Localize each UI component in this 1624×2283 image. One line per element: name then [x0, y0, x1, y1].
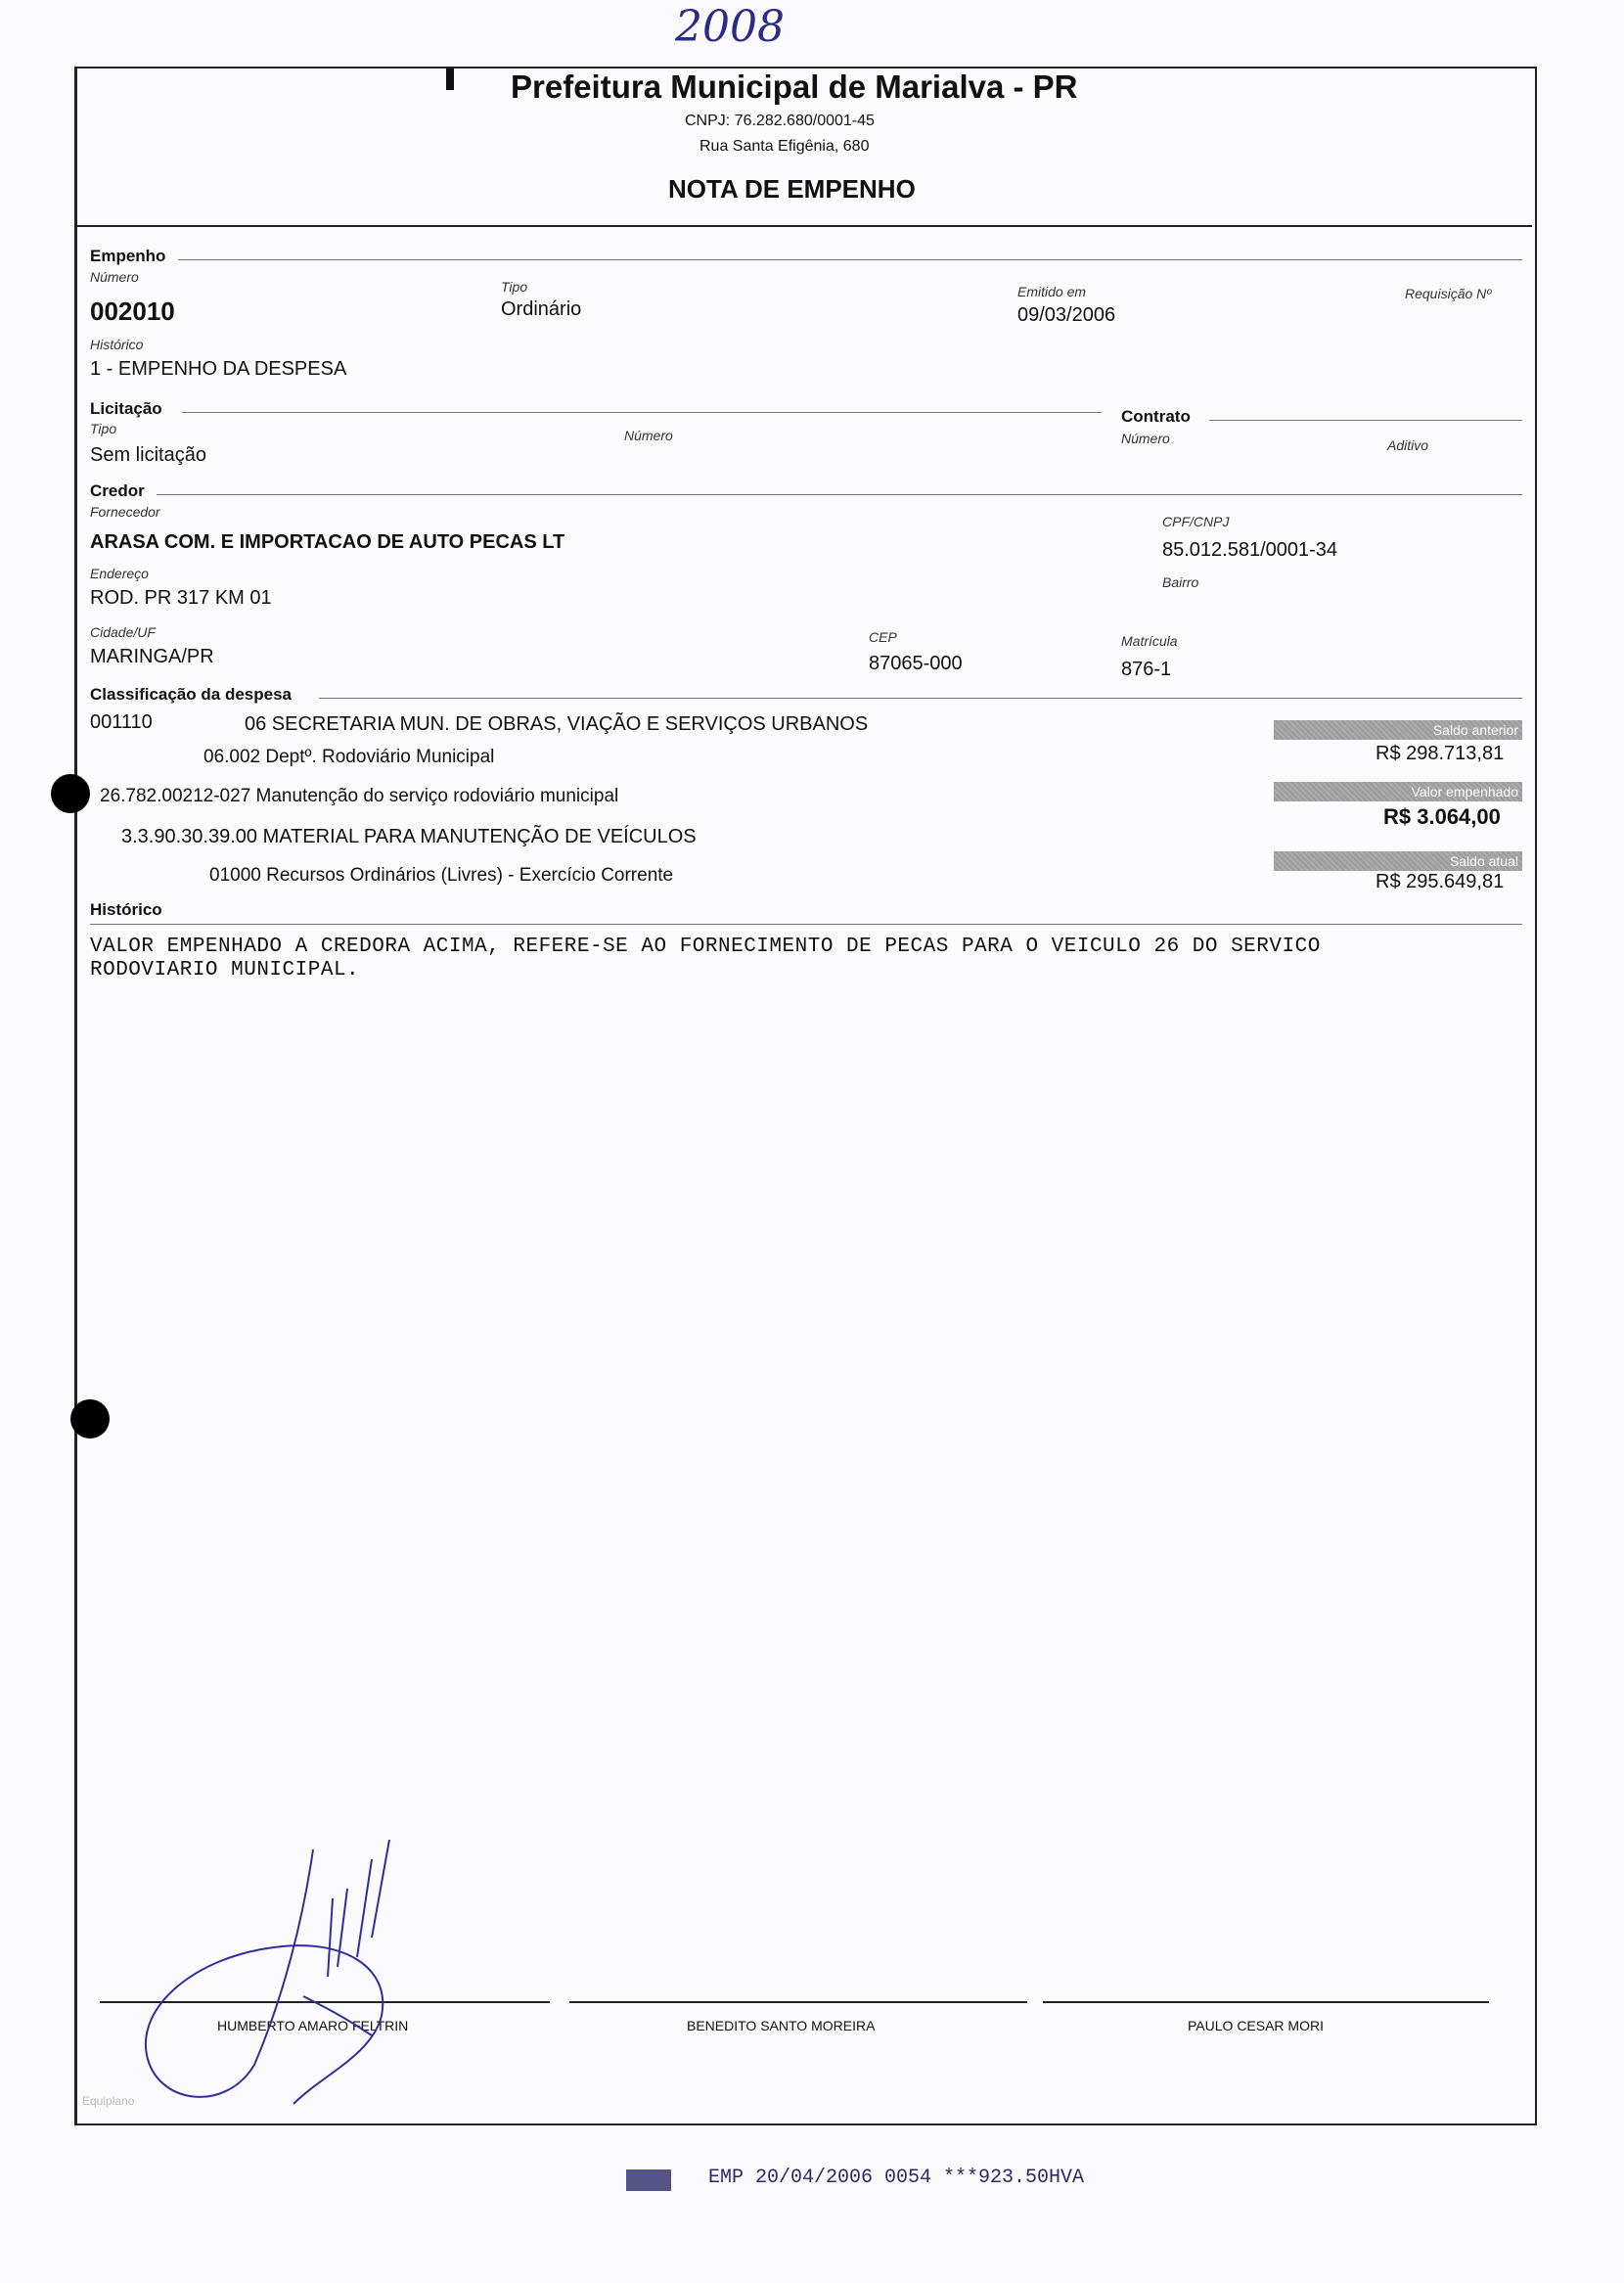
empenho-numero: 002010 — [90, 297, 175, 326]
empenho-historico: 1 - EMPENHO DA DESPESA — [90, 358, 347, 380]
saldo-atual-label: Saldo atual — [1274, 851, 1522, 871]
doc-title: NOTA DE EMPENHO — [668, 174, 916, 204]
matricula-label: Matrícula — [1121, 633, 1178, 649]
section-line — [90, 924, 1522, 925]
header-cnpj: CNPJ: 76.282.680/0001-45 — [685, 113, 875, 129]
signature-name-2: BENEDITO SANTO MOREIRA — [687, 2018, 876, 2033]
bairro-label: Bairro — [1162, 574, 1199, 590]
handwritten-year: 2008 — [675, 2, 785, 52]
classificacao-recurso: 01000 Recursos Ordinários (Livres) - Exercício Corrente — [209, 865, 674, 886]
signature-line-2 — [569, 2001, 1027, 2003]
page-title: Prefeitura Municipal de Marialva - PR — [511, 68, 1078, 105]
historico-line-2: RODOVIARIO MUNICIPAL. — [90, 959, 360, 982]
classificacao-funcional: 26.782.00212-027 Manutenção do serviço rodoviário municipal — [100, 786, 619, 806]
punch-hole — [70, 1399, 110, 1438]
section-credor: Credor — [90, 481, 145, 500]
classificacao-unidade: 06.002 Deptº. Rodoviário Municipal — [203, 747, 495, 767]
section-line — [157, 494, 1522, 495]
section-line — [182, 412, 1102, 413]
header-separator — [76, 225, 1532, 227]
valor-empenhado-value: R$ 3.064,00 — [1383, 804, 1501, 829]
contrato-numero-label: Número — [1121, 431, 1170, 446]
licitacao-tipo-label: Tipo — [90, 421, 117, 436]
saldo-anterior-label: Saldo anterior — [1274, 720, 1522, 740]
credor-endereco: ROD. PR 317 KM 01 — [90, 587, 272, 609]
section-line — [319, 698, 1522, 699]
cep-label: CEP — [869, 629, 897, 645]
signature-name-3: PAULO CESAR MORI — [1188, 2018, 1324, 2033]
historico-label: Histórico — [90, 337, 144, 352]
header-address: Rua Santa Efigênia, 680 — [699, 138, 870, 155]
contrato-aditivo-label: Aditivo — [1387, 437, 1429, 453]
licitacao-numero-label: Número — [624, 428, 673, 443]
classificacao-elemento: 3.3.90.30.39.00 MATERIAL PARA MANUTENÇÃO DE VEÍCULOS — [121, 826, 697, 847]
credor-matricula: 876-1 — [1121, 659, 1172, 680]
cpf-label: CPF/CNPJ — [1162, 514, 1230, 529]
classificacao-orgao: 06 SECRETARIA MUN. DE OBRAS, VIAÇÃO E SERVIÇOS URBANOS — [245, 713, 869, 735]
section-empenho: Empenho — [90, 247, 166, 265]
numero-label: Número — [90, 269, 139, 285]
fornecedor-label: Fornecedor — [90, 504, 160, 520]
emitido-label: Emitido em — [1017, 284, 1087, 299]
section-historico: Histórico — [90, 900, 162, 919]
footer-brand: Equiplano — [82, 2094, 135, 2108]
endereco-label: Endereço — [90, 566, 149, 581]
processing-stamp: EMP 20/04/2006 0054 ***923.50HVA — [708, 2167, 1085, 2189]
valor-empenhado-label: Valor empenhado — [1274, 782, 1522, 801]
empenho-tipo: Ordinário — [501, 298, 582, 320]
saldo-atual-value: R$ 295.649,81 — [1376, 871, 1505, 892]
handwritten-signature — [137, 1840, 470, 2133]
bullet-mark — [446, 68, 454, 90]
credor-cep: 87065-000 — [869, 653, 963, 674]
cidade-label: Cidade/UF — [90, 624, 156, 640]
section-contrato: Contrato — [1121, 407, 1191, 426]
section-licitacao: Licitação — [90, 399, 162, 418]
credor-fornecedor: ARASA COM. E IMPORTACAO DE AUTO PECAS LT — [90, 531, 565, 553]
requisicao-label: Requisição Nº — [1405, 286, 1492, 301]
saldo-anterior-value: R$ 298.713,81 — [1376, 743, 1505, 764]
credor-cidade: MARINGA/PR — [90, 646, 214, 667]
historico-line-1: VALOR EMPENHADO A CREDORA ACIMA, REFERE-SE AO FORNECIMENTO DE PECAS PARA O VEICULO 26 DO SERVICO — [90, 936, 1321, 958]
licitacao-tipo: Sem licitação — [90, 444, 206, 466]
tipo-label: Tipo — [501, 279, 528, 295]
signature-name-1: HUMBERTO AMARO FELTRIN — [217, 2018, 409, 2033]
punch-hole — [51, 774, 90, 813]
section-line — [178, 259, 1522, 260]
stamp-icon — [626, 2169, 671, 2191]
signature-line-3 — [1043, 2001, 1489, 2003]
classificacao-code: 001110 — [90, 711, 153, 733]
section-classificacao: Classificação da despesa — [90, 685, 293, 704]
section-line — [1209, 420, 1522, 421]
credor-cpf: 85.012.581/0001-34 — [1162, 539, 1338, 561]
empenho-emitido: 09/03/2006 — [1017, 304, 1116, 326]
